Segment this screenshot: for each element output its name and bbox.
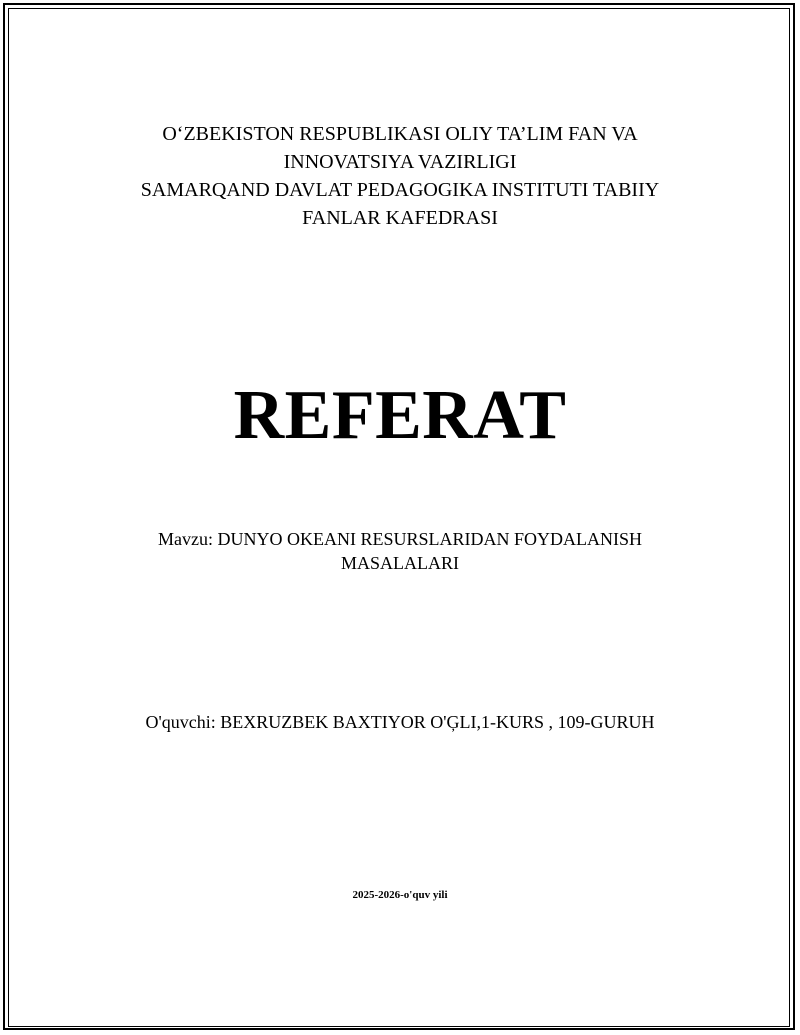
header-line-institute-1: SAMARQAND DAVLAT PEDAGOGIKA INSTITUTI TABIIY	[140, 179, 660, 201]
header-line-institute-2: FANLAR KAFEDRASI	[302, 207, 498, 229]
document-title: REFERAT	[233, 377, 567, 454]
topic-line-2: MASALALARI	[340, 553, 459, 573]
academic-year: 2025-2026-o'quv yili	[352, 889, 448, 901]
header-line-ministry-1: O‘ZBEKISTON RESPUBLIKASI OLIY TA’LIM FAN VA	[162, 123, 638, 145]
header-line-ministry-2: INNOVATSIYA VAZIRLIGI	[283, 151, 517, 173]
student-info: O'quvchi: BEXRUZBEK BAXTIYOR O'ĢLI,1-KURS , 109-GURUH	[145, 712, 655, 732]
topic-line-1: Mavzu: DUNYO OKEANI RESURSLARIDAN FOYDALANISH	[158, 529, 642, 549]
